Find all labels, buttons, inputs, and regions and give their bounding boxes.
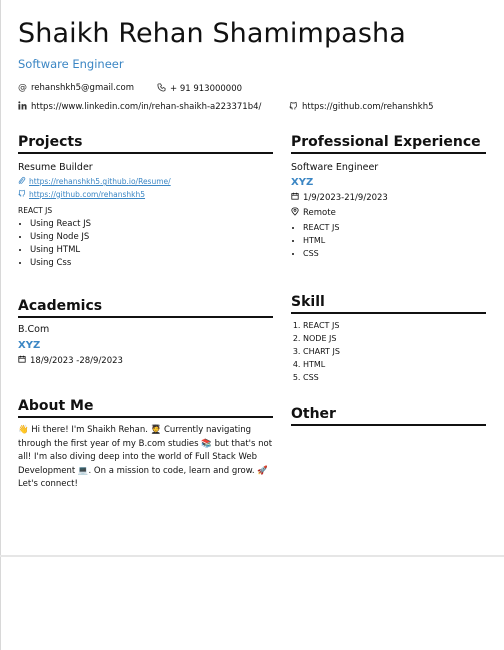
list-item: • Using Css [30,257,273,270]
contact-phone[interactable] [157,83,242,95]
list-item: • HTML [303,234,486,247]
academics-institution: XYZ [18,340,41,351]
about-text: 👋 Hi there! I'm Shaikh Rehan. 🧑‍🎓 Currently navigating through the first year of my B.com studies 📚 but that's not all! I'm also diving deep into the world of Full Stack Web Development 💻. On a mission to code, learn and grow. 🚀 Let's connect! [18,425,273,489]
academics-dates [18,355,273,366]
other-section [291,406,486,426]
list-item: • CSS [303,247,486,260]
experience-position: Software Engineer [291,162,379,173]
email-text: rehanshkh5@gmail.com [31,83,135,93]
project-link-live[interactable] [18,176,273,187]
about-heading: About Me [18,398,273,418]
resume-name: Shaikh Rehan Shamimpasha [18,18,406,49]
project-tech: REACT JS [18,206,53,215]
projects-heading: Projects [18,134,273,154]
github-text: https://github.com/rehanshkh5 [302,102,434,112]
page-separator [0,555,504,557]
project-link-repo-text: https://github.com/rehanshkh5 [29,189,146,199]
skill-heading: Skill [291,294,486,314]
experience-dates-text: 1/9/2023-21/9/2023 [303,192,388,203]
list-item: 2. NODE JS [303,332,486,345]
project-name: Resume Builder [18,162,93,173]
experience-location [291,207,486,219]
experience-company: XYZ [291,177,314,188]
at-icon: @ [18,83,27,93]
linkedin-text: https://www.linkedin.com/in/rehan-shaikh-a223371b4/ [31,102,262,112]
other-heading: Other [291,406,486,426]
list-item: 5. CSS [303,371,486,384]
contact-github[interactable] [289,101,434,113]
experience-section [291,134,486,260]
paperclip-icon [18,176,26,187]
contact-linkedin[interactable] [18,101,261,113]
calendar-icon [291,192,299,203]
list-item: • Using React JS [30,218,273,231]
phone-icon [157,83,166,95]
github-icon [289,101,298,113]
experience-location-text: Remote [303,208,336,218]
phone-text: + 91 913000000 [170,84,243,94]
resume-role: Software Engineer [18,57,124,71]
github-icon [18,189,26,199]
project-link-live-text: https://rehanshkh5.github.io/Resume/ [29,177,171,186]
linkedin-icon [18,101,27,113]
project-link-repo[interactable] [18,189,273,199]
experience-skills [291,221,486,260]
list-item: 3. CHART JS [303,345,486,358]
experience-dates [291,192,486,203]
project-features [18,218,273,270]
academics-section [18,298,273,366]
about-section [18,398,273,492]
academics-degree: B.Com [18,324,50,335]
list-item: • REACT JS [303,221,486,234]
list-item: 1. REACT JS [303,319,486,332]
list-item: • Using HTML [30,244,273,257]
list-item: • Using Node JS [30,231,273,244]
experience-heading: Professional Experience [291,134,486,154]
skill-section [291,294,486,384]
academics-heading: Academics [18,298,273,318]
contact-email[interactable] [18,83,134,93]
list-item: 4. HTML [303,358,486,371]
location-pin-icon [291,207,299,219]
skill-list [291,319,486,384]
academics-dates-text: 18/9/2023 -28/9/2023 [30,355,123,366]
calendar-icon [18,355,26,366]
projects-section [18,134,273,270]
